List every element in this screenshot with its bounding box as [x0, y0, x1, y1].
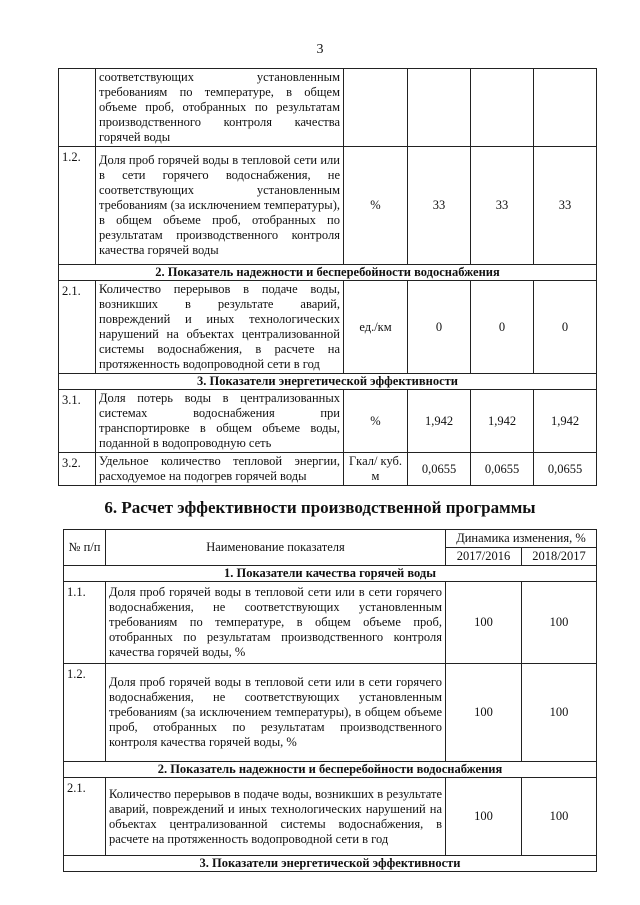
section-title: 3. Показатели энергетической эффективности — [59, 374, 597, 390]
section-row — [64, 762, 597, 778]
value-1 — [408, 69, 471, 147]
unit: % — [344, 147, 408, 265]
value-2: 33 — [471, 147, 534, 265]
table-row — [64, 582, 597, 664]
value-2: 0,0655 — [471, 453, 534, 486]
header-num: № п/п — [64, 530, 106, 566]
value-2: 1,942 — [471, 390, 534, 453]
dynamics-value-2: 100 — [522, 778, 597, 856]
row-number: 2.1. — [59, 281, 96, 374]
value-2 — [471, 69, 534, 147]
dynamics-value-1: 100 — [446, 582, 522, 664]
dynamics-value-2: 100 — [522, 582, 597, 664]
value-3: 1,942 — [534, 390, 597, 453]
row-number: 1.2. — [64, 664, 106, 762]
value-2: 0 — [471, 281, 534, 374]
value-1: 0 — [408, 281, 471, 374]
value-1: 33 — [408, 147, 471, 265]
unit: % — [344, 390, 408, 453]
section-title: 3. Показатели энергетической эффективности — [64, 856, 597, 872]
section-row — [64, 566, 597, 582]
value-3: 33 — [534, 147, 597, 265]
header-name: Наименование показателя — [106, 530, 446, 566]
dynamics-value-1: 100 — [446, 664, 522, 762]
indicator-name: Количество перерывов в подаче воды, возникших в результате аварий, повреждений и иных технологических нарушений на объектах централизованной системы водоснабжения, в расчете на протяженность водопроводной сети в год — [106, 778, 446, 856]
section-title: 1. Показатели качества горячей воды — [64, 566, 597, 582]
value-1: 0,0655 — [408, 453, 471, 486]
header-year-1: 2017/2016 — [446, 548, 522, 566]
header-year-2: 2018/2017 — [522, 548, 597, 566]
indicator-name: Доля проб горячей воды в тепловой сети или в сети горячего водоснабжения, не соответствующих установленным требованиям (за исключением температуры), в общем объеме проб, отобранных по результатам производственного контроля качества горячей воды, % — [106, 664, 446, 762]
row-number — [59, 69, 96, 147]
header-dynamics: Динамика изменения, % — [446, 530, 597, 548]
indicator-name: Доля проб горячей воды в тепловой сети или в сети горячего водоснабжения, не соответствующих установленным требованиям (за исключением температуры), в общем объеме проб, отобранных по результатам производственного контроля качества горячей воды — [96, 147, 344, 265]
efficiency-table — [63, 529, 597, 872]
table-row — [64, 664, 597, 762]
indicator-name: Доля потерь воды в централизованных системах водоснабжения при транспортировке в общем объеме воды, поданной в водопроводную сеть — [96, 390, 344, 453]
unit: ед./км — [344, 281, 408, 374]
unit — [344, 69, 408, 147]
value-3 — [534, 69, 597, 147]
dynamics-value-2: 100 — [522, 664, 597, 762]
indicator-name: Количество перерывов в подаче воды, возникших в результате аварий, повреждений и иных технологических нарушений на объектах централизованной системы водоснабжения, в расчете на протяженность водопроводной сети в год — [96, 281, 344, 374]
indicator-name: Удельное количество тепловой энергии, расходуемое на подогрев горячей воды — [96, 453, 344, 486]
row-number: 1.1. — [64, 582, 106, 664]
section-row — [64, 856, 597, 872]
section-heading: 6. Расчет эффективности производственной программы — [104, 498, 536, 517]
table-row — [59, 147, 597, 265]
unit: Гкал/ куб. м — [344, 453, 408, 486]
table-row — [64, 778, 597, 856]
section-title: 2. Показатель надежности и бесперебойности водоснабжения — [64, 762, 597, 778]
table-row — [59, 390, 597, 453]
section-row — [59, 374, 597, 390]
page-number: 3 — [316, 42, 324, 57]
indicator-name: Доля проб горячей воды в тепловой сети или в сети горячего водоснабжения, не соответствующих установленным требованиям по температуре, в общем объеме проб, отобранных по результатам производственного контроля качества горячей воды, % — [106, 582, 446, 664]
row-number: 3.2. — [59, 453, 96, 486]
section-row — [59, 265, 597, 281]
dynamics-value-1: 100 — [446, 778, 522, 856]
indicators-table — [58, 68, 597, 486]
section-title: 2. Показатель надежности и бесперебойности водоснабжения — [59, 265, 597, 281]
table-row — [59, 453, 597, 486]
table-row — [59, 281, 597, 374]
table-row — [59, 69, 597, 147]
row-number: 1.2. — [59, 147, 96, 265]
value-3: 0 — [534, 281, 597, 374]
value-1: 1,942 — [408, 390, 471, 453]
row-number: 2.1. — [64, 778, 106, 856]
row-number: 3.1. — [59, 390, 96, 453]
indicator-name: соответствующих установленным требованиям по температуре, в общем объеме проб, отобранных по результатам производственного контроля качества горячей воды — [96, 69, 344, 147]
value-3: 0,0655 — [534, 453, 597, 486]
